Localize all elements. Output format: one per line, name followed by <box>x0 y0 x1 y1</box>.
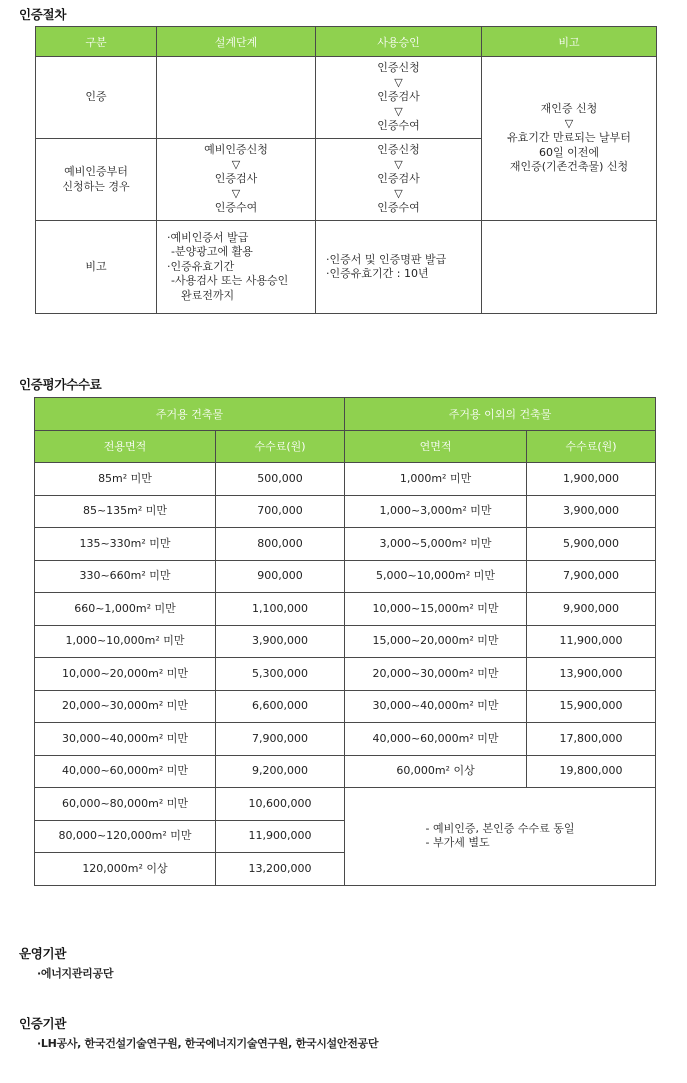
row-note-remark <box>482 221 657 314</box>
down-triangle-icon: ▽ <box>564 116 574 130</box>
non-residential-area-cell: 20,000~30,000m² 미만 <box>345 658 527 691</box>
pre-step-award: 인증수여 <box>214 201 258 215</box>
cert-step-inspect: 인증검사 <box>377 90 420 104</box>
non-residential-fee-cell: 19,800,000 <box>527 755 656 788</box>
non-residential-area-cell: 15,000~20,000m² 미만 <box>345 625 527 658</box>
residential-fee-cell: 3,900,000 <box>216 625 345 658</box>
group-header-non-residential: 주거용 이외의 건축물 <box>345 398 656 431</box>
residential-fee-cell: 7,900,000 <box>216 723 345 756</box>
procedure-header-design: 설계단계 <box>157 27 316 57</box>
non-residential-fee-cell: 1,900,000 <box>527 463 656 496</box>
non-residential-fee-cell: 15,900,000 <box>527 690 656 723</box>
residential-fee-cell: 9,200,000 <box>216 755 345 788</box>
residential-area-cell: 85m² 미만 <box>35 463 216 496</box>
note-design-5: 완료전까지 <box>181 288 235 302</box>
cert-step-award: 인증수여 <box>377 119 420 133</box>
row-cert-design <box>157 57 316 139</box>
non-residential-area-cell: 60,000m² 이상 <box>345 755 527 788</box>
fee-table <box>34 397 656 886</box>
fee-note-line: - 부가세 별도 <box>425 836 490 849</box>
row-note-design <box>157 221 316 314</box>
row-pre-design <box>157 139 316 221</box>
note-approval-2: ·인증유효기간 : 10년 <box>326 267 429 280</box>
pre-approval-award: 인증수여 <box>377 201 420 215</box>
residential-fee-cell: 13,200,000 <box>216 853 345 886</box>
down-triangle-icon: ▽ <box>394 157 403 171</box>
note-approval-1: ·인증서 및 인증명판 발급 <box>326 252 447 266</box>
residential-area-cell: 660~1,000m² 미만 <box>35 593 216 626</box>
table-row <box>35 723 656 756</box>
residential-area-cell: 85~135m² 미만 <box>35 495 216 528</box>
sub-header-fee-residential: 수수료(원) <box>216 430 345 463</box>
table-row <box>35 463 656 496</box>
note-design-3: ·인증유효기간 <box>167 259 235 273</box>
remark-recert <box>482 57 657 221</box>
residential-area-cell: 330~660m² 미만 <box>35 560 216 593</box>
procedure-header-approval: 사용승인 <box>316 27 482 57</box>
down-triangle-icon: ▽ <box>394 75 403 89</box>
down-triangle-icon: ▽ <box>231 157 241 171</box>
non-residential-fee-cell: 11,900,000 <box>527 625 656 658</box>
table-row <box>35 788 656 821</box>
recert-line-3: 재인증(기존건축물) 신청 <box>509 160 629 174</box>
note-design-1: ·예비인증서 발급 <box>167 230 249 244</box>
non-residential-area-cell: 1,000m² 미만 <box>345 463 527 496</box>
non-residential-fee-cell: 3,900,000 <box>527 495 656 528</box>
certifier-title: 인증기관 <box>19 1016 67 1031</box>
non-residential-fee-cell: 5,900,000 <box>527 528 656 561</box>
sub-header-gross-area: 연면적 <box>345 430 527 463</box>
residential-fee-cell: 800,000 <box>216 528 345 561</box>
down-triangle-icon: ▽ <box>394 104 403 118</box>
residential-area-cell: 135~330m² 미만 <box>35 528 216 561</box>
non-residential-area-cell: 40,000~60,000m² 미만 <box>345 723 527 756</box>
pre-approval-inspect: 인증검사 <box>377 172 420 186</box>
table-row <box>35 755 656 788</box>
down-triangle-icon: ▽ <box>394 186 403 200</box>
pre-step-inspect: 인증검사 <box>214 172 258 186</box>
non-residential-area-cell: 10,000~15,000m² 미만 <box>345 593 527 626</box>
residential-area-cell: 120,000m² 이상 <box>35 853 216 886</box>
residential-fee-cell: 5,300,000 <box>216 658 345 691</box>
row-note-label: 비고 <box>36 221 157 314</box>
non-residential-fee-cell: 7,900,000 <box>527 560 656 593</box>
operator-item: ·에너지관리공단 <box>37 967 114 980</box>
procedure-header-remark: 비고 <box>482 27 657 57</box>
non-residential-fee-cell: 17,800,000 <box>527 723 656 756</box>
non-residential-fee-cell: 13,900,000 <box>527 658 656 691</box>
residential-fee-cell: 1,100,000 <box>216 593 345 626</box>
recert-apply: 재인증 신청 <box>540 102 598 116</box>
pre-label-line-2: 신청하는 경우 <box>62 179 130 193</box>
non-residential-area-cell: 3,000~5,000m² 미만 <box>345 528 527 561</box>
certifier-item: ·LH공사, 한국건설기술연구원, 한국에너지기술연구원, 한국시설안전공단 <box>37 1037 379 1050</box>
fees-title: 인증평가수수료 <box>19 377 102 392</box>
pre-label-line-1: 예비인증부터 <box>64 165 128 178</box>
residential-area-cell: 60,000~80,000m² 미만 <box>35 788 216 821</box>
table-row <box>35 528 656 561</box>
table-row <box>35 625 656 658</box>
group-header-residential: 주거용 건축물 <box>35 398 345 431</box>
table-row <box>35 560 656 593</box>
procedure-header-category: 구분 <box>36 27 157 57</box>
residential-area-cell: 20,000~30,000m² 미만 <box>35 690 216 723</box>
cert-step-apply: 인증신청 <box>377 61 420 75</box>
down-triangle-icon: ▽ <box>231 186 241 200</box>
fee-note-line: - 예비인증, 본인증 수수료 동일 <box>425 822 575 835</box>
procedure-title: 인증절차 <box>19 7 67 22</box>
pre-approval-apply: 인증신청 <box>377 143 420 157</box>
residential-fee-cell: 6,600,000 <box>216 690 345 723</box>
row-cert-approval <box>316 57 482 139</box>
residential-area-cell: 40,000~60,000m² 미만 <box>35 755 216 788</box>
row-pre-label <box>36 139 157 221</box>
residential-fee-cell: 10,600,000 <box>216 788 345 821</box>
residential-area-cell: 80,000~120,000m² 미만 <box>35 820 216 853</box>
sub-header-exclusive-area: 전용면적 <box>35 430 216 463</box>
operator-title: 운영기관 <box>19 946 67 961</box>
residential-area-cell: 1,000~10,000m² 미만 <box>35 625 216 658</box>
residential-area-cell: 10,000~20,000m² 미만 <box>35 658 216 691</box>
recert-line-1: 유효기간 만료되는 날부터 <box>507 131 631 145</box>
table-row <box>35 495 656 528</box>
recert-line-2: 60일 이전에 <box>539 145 599 159</box>
non-residential-area-cell: 30,000~40,000m² 미만 <box>345 690 527 723</box>
table-row <box>35 658 656 691</box>
table-row <box>35 690 656 723</box>
residential-fee-cell: 11,900,000 <box>216 820 345 853</box>
row-pre-approval <box>316 139 482 221</box>
sub-header-fee-non-residential: 수수료(원) <box>527 430 656 463</box>
procedure-table <box>35 26 657 314</box>
non-residential-area-cell: 5,000~10,000m² 미만 <box>345 560 527 593</box>
non-residential-fee-cell: 9,900,000 <box>527 593 656 626</box>
row-cert-label: 인증 <box>36 57 157 139</box>
residential-fee-cell: 500,000 <box>216 463 345 496</box>
fee-notes <box>345 788 656 886</box>
residential-fee-cell: 700,000 <box>216 495 345 528</box>
residential-area-cell: 30,000~40,000m² 미만 <box>35 723 216 756</box>
residential-fee-cell: 900,000 <box>216 560 345 593</box>
non-residential-area-cell: 1,000~3,000m² 미만 <box>345 495 527 528</box>
pre-step-apply: 예비인증신청 <box>204 143 268 157</box>
table-row <box>35 593 656 626</box>
note-design-4: -사용검사 또는 사용승인 <box>171 274 289 288</box>
note-design-2: -분양광고에 활용 <box>171 245 253 259</box>
row-note-approval <box>316 221 482 314</box>
